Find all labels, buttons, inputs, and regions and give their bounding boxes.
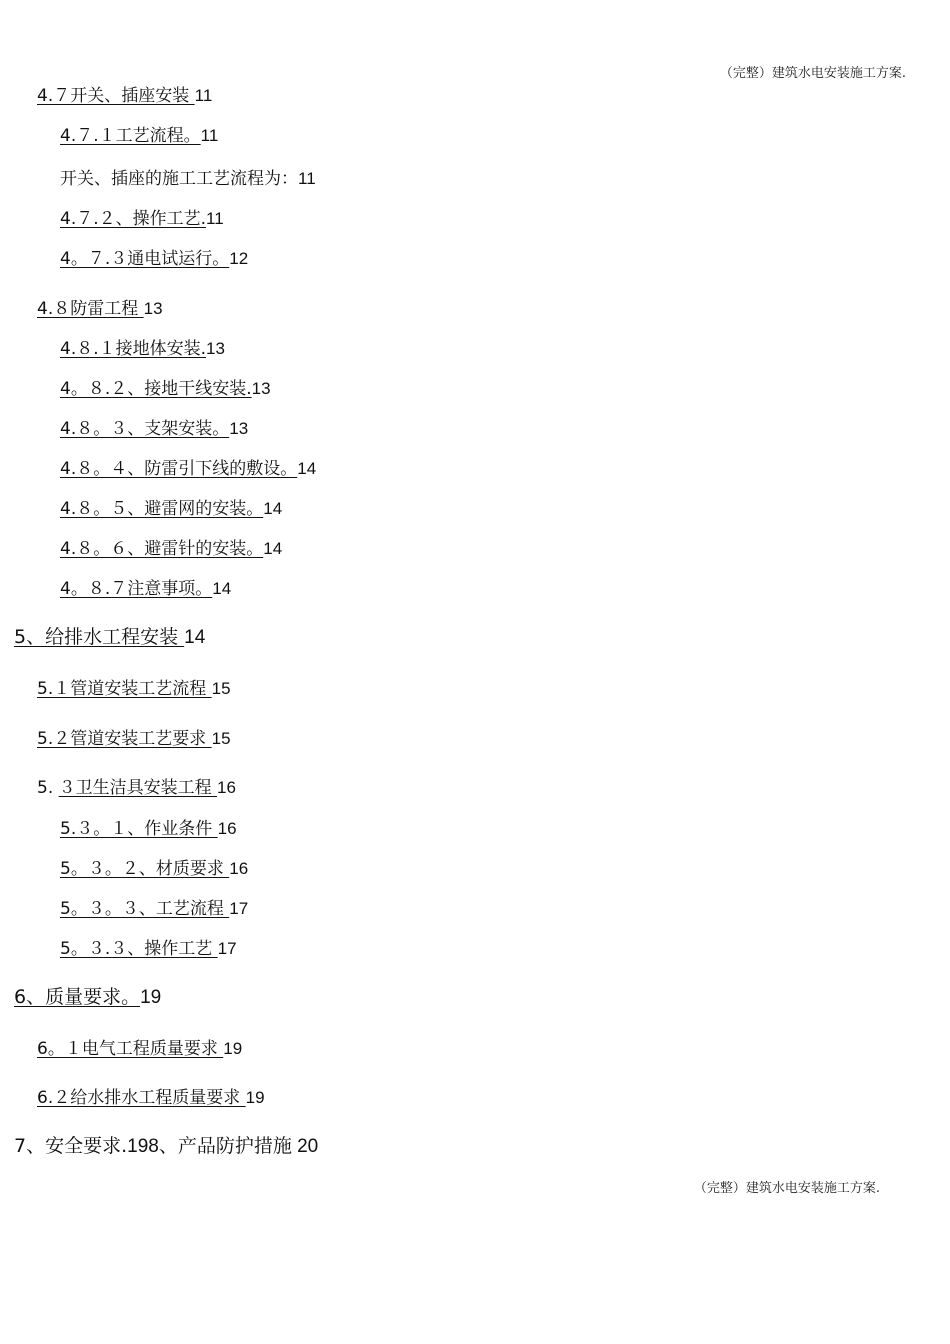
toc-entry-title: 开关、插座的施工工艺流程为： (60, 169, 298, 189)
toc-entry-4-7-2[interactable] (60, 208, 224, 230)
toc-entry-page: 13 (206, 339, 225, 358)
toc-entry-page: 14 (297, 459, 317, 478)
toc-entry-4-7-3[interactable] (60, 248, 248, 270)
toc-entry-title[interactable]: 5。３。２、材质要求 (60, 859, 230, 879)
toc-entry-title[interactable]: 4.８。６、避雷针的安装。 (60, 539, 264, 559)
toc-entry-4-8-6[interactable] (60, 538, 282, 560)
toc-entry-title[interactable]: 4。７.３通电试运行。 (60, 249, 230, 269)
toc-entry-page: 16 (217, 819, 237, 838)
toc-entry-title[interactable]: 4.７开关、插座安装 (37, 86, 195, 106)
toc-entry-page: 11 (200, 126, 219, 145)
toc-entry-page: 13 (251, 379, 271, 398)
toc-entry-title[interactable]: 5.３。１、作业条件 (60, 819, 218, 839)
toc-entry-prefix: 5. (37, 778, 59, 798)
toc-entry-page: 11 (298, 169, 316, 188)
toc-entry-page: 14 (263, 499, 283, 518)
page-footer: （完整）建筑水电安装施工方案. (693, 1181, 880, 1196)
toc-entry-title[interactable]: 4.８防雷工程 (37, 299, 144, 319)
toc-entry-title[interactable]: 5、给排水工程安装 (14, 626, 185, 648)
toc-entry-5-1[interactable] (37, 678, 231, 700)
toc-entry-title[interactable]: 4.８。５、避雷网的安装。 (60, 499, 264, 519)
toc-entry-title[interactable]: 4。８.７注意事项。 (60, 579, 213, 599)
toc-entry-4-8-5[interactable] (60, 498, 282, 520)
toc-entry-title[interactable]: 4。８.２、接地干线安装. (60, 379, 252, 399)
toc-entry-title[interactable]: ３卫生洁具安装工程 (58, 778, 218, 798)
toc-entry-5-3-1[interactable] (60, 818, 237, 840)
toc-entry-title[interactable]: 4.７.２、操作工艺. (60, 209, 207, 229)
toc-entry-5-2[interactable] (37, 728, 231, 750)
toc-entry-page: 15 (211, 679, 231, 698)
toc-entry-5[interactable] (14, 626, 205, 649)
toc-entry-title[interactable]: 4.８。４、防雷引下线的敷设。 (60, 459, 298, 479)
toc-entry-title[interactable]: 5。３。３、工艺流程 (60, 899, 230, 919)
toc-entry-page: 19 (140, 987, 162, 1008)
toc-entry-page: 14 (212, 579, 232, 598)
toc-entry-page: 12 (229, 249, 249, 268)
toc-entry-4-7[interactable] (37, 85, 212, 107)
toc-entry-title: 7、安全要求. (14, 1135, 128, 1157)
toc-entry-title[interactable]: 6、质量要求。 (14, 986, 141, 1008)
toc-entry-page: 13 (143, 299, 163, 318)
toc-entry-title[interactable]: 5。３.３、操作工艺 (60, 939, 218, 959)
toc-entry-4-7-1[interactable] (60, 125, 218, 147)
toc-entry-4-8-1[interactable] (60, 338, 225, 360)
toc-entry-6-1[interactable] (37, 1038, 242, 1060)
toc-entry-6-2[interactable] (37, 1087, 265, 1109)
toc-entry-process-note (60, 168, 316, 190)
toc-entry-4-8-3[interactable] (60, 418, 248, 440)
toc-entry-6[interactable] (14, 986, 161, 1009)
toc-entry-page: 13 (229, 419, 249, 438)
toc-entry-4-8-2[interactable] (60, 378, 271, 400)
toc-entry-4-8-4[interactable] (60, 458, 316, 480)
toc-entry-page: 16 (217, 778, 236, 797)
toc-entry-title[interactable]: 4.８.１接地体安装. (60, 339, 207, 359)
toc-entry-5-3[interactable] (37, 777, 236, 799)
toc-entry-title[interactable]: 4.７.１工艺流程。 (60, 126, 201, 146)
toc-entry-page: 17 (229, 899, 249, 918)
toc-entry-5-3-3-b[interactable] (60, 938, 237, 960)
toc-entry-page: 11 (194, 86, 213, 105)
toc-entry-title[interactable]: 6.２给水排水工程质量要求 (37, 1088, 246, 1108)
page-header: （完整）建筑水电安装施工方案. (719, 66, 906, 81)
toc-entry-title[interactable]: 5.２管道安装工艺要求 (37, 729, 212, 749)
toc-entry-title[interactable]: 4.８。３、支架安装。 (60, 419, 230, 439)
toc-entry-page: 198、产品防护措施 20 (127, 1136, 319, 1157)
toc-entry-page: 17 (217, 939, 237, 958)
toc-entry-page: 14 (184, 627, 206, 648)
toc-entry-5-3-3[interactable] (60, 898, 248, 920)
toc-entry-page: 11 (206, 209, 224, 228)
toc-entry-title[interactable]: 6。１电气工程质量要求 (37, 1039, 224, 1059)
toc-entry-4-8[interactable] (37, 298, 163, 320)
toc-entry-page: 16 (229, 859, 249, 878)
toc-entry-title[interactable]: 5.１管道安装工艺流程 (37, 679, 212, 699)
toc-entry-7-8 (14, 1135, 318, 1158)
toc-entry-page: 15 (211, 729, 231, 748)
toc-entry-page: 19 (223, 1039, 243, 1058)
toc-entry-5-3-2[interactable] (60, 858, 248, 880)
toc-entry-page: 14 (263, 539, 283, 558)
toc-entry-4-8-7[interactable] (60, 578, 231, 600)
toc-entry-page: 19 (245, 1088, 265, 1107)
